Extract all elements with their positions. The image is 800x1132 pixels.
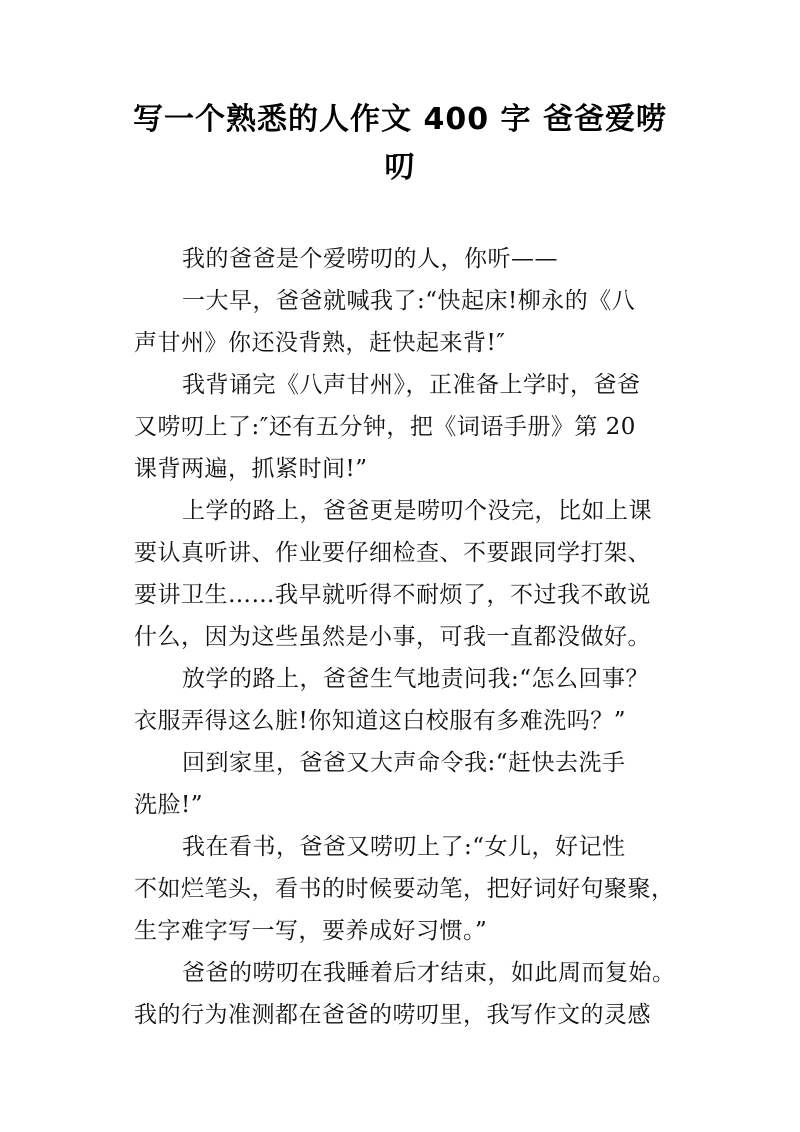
text-line: 生字难字写一写，要养成好习惯。” [134,918,488,944]
text-line: 放学的路上，爸爸生气地责问我:“怎么回事？ [182,666,650,692]
text-line: 什么，因为这些虽然是小事，可我一直都没做好。 [134,624,651,650]
text-line: 回到家里，爸爸又大声命令我:“赶快去洗手 [182,750,626,776]
text-line: 要讲卫生……我早就听得不耐烦了，不过我不敢说 [134,582,651,608]
text-line: 洗脸!” [134,792,204,818]
text-line: 我背诵完《八声甘州》，正准备上学时，爸爸 [182,372,641,398]
text-line: 不如烂笔头，看书的时候要动笔，把好词好句聚聚， [134,876,675,902]
text-line: 我的爸爸是个爱唠叨的人，你听—— [182,246,558,272]
text-line: 上学的路上，爸爸更是唠叨个没完，比如上课 [182,498,652,524]
text-line: 爸爸的唠叨在我睡着后才结束，如此周而复始。 [182,960,676,986]
title-line-1: 写一个熟悉的人作文 400 字 爸爸爱唠 [133,102,667,137]
text-line: 要认真听讲、作业要仔细检查、不要跟同学打架、 [134,540,651,566]
title-line-2: 叨 [384,150,416,185]
essay-body [134,238,694,1036]
text-line: 又唠叨上了:″还有五分钟，把《词语手册》第 20 [134,414,636,440]
text-line: 我在看书，爸爸又唠叨上了:“女儿，好记性 [182,834,626,860]
page-title [120,96,680,192]
text-line: 一大早，爸爸就喊我了:“快起床!柳永的《八 [182,288,636,314]
text-line: 课背两遍，抓紧时间!” [134,456,368,482]
text-line: 声甘州》你还没背熟，赶快起来背!″ [134,330,506,356]
text-line: 我的行为准测都在爸爸的唠叨里，我写作文的灵感 [134,1002,651,1028]
text-line: 衣服弄得这么脏!你知道这白校服有多难洗吗？” [134,708,627,734]
